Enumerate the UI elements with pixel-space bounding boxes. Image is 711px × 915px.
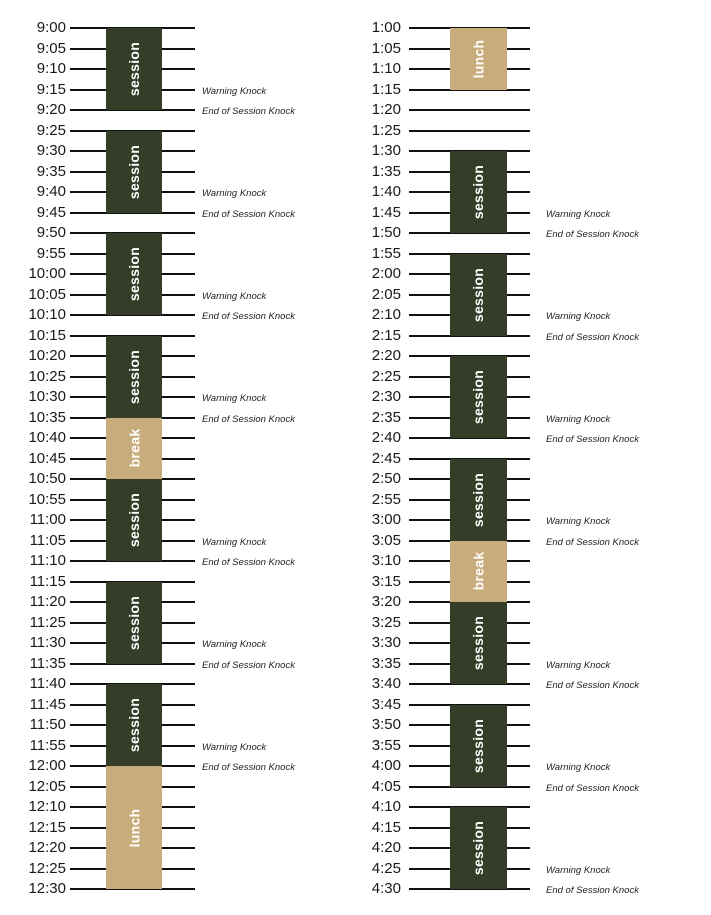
time-label: 2:55 <box>371 490 401 508</box>
warning-knock-note: Warning Knock <box>202 393 267 404</box>
time-label: 2:15 <box>371 326 401 344</box>
time-label: 1:45 <box>371 203 401 221</box>
schedule-column-right <box>355 0 711 915</box>
time-label: 3:45 <box>371 695 401 713</box>
session-label: session <box>126 246 142 302</box>
time-label: 2:05 <box>371 285 401 303</box>
time-label: 11:20 <box>29 593 66 610</box>
time-label: 10:00 <box>28 265 66 282</box>
schedule-column-left <box>0 0 355 915</box>
time-label: 9:35 <box>36 162 66 180</box>
time-label: 12:10 <box>28 798 66 815</box>
time-label: 9:05 <box>36 39 66 57</box>
time-label: 9:25 <box>36 121 66 139</box>
time-label: 1:25 <box>371 121 401 139</box>
time-label: 11:35 <box>29 654 66 672</box>
time-label: 3:10 <box>371 552 401 569</box>
time-label: 11:30 <box>29 634 66 651</box>
time-label: 11:15 <box>29 572 66 590</box>
time-label: 4:20 <box>371 839 401 856</box>
time-label: 11:40 <box>29 675 66 692</box>
warning-knock-note: Warning Knock <box>546 659 611 671</box>
time-label: 1:00 <box>371 19 401 36</box>
session-label: session <box>126 492 142 548</box>
warning-knock-note: Warning Knock <box>546 413 611 425</box>
break-block <box>450 541 507 603</box>
warning-knock-note: Warning Knock <box>202 741 267 753</box>
session-label: session <box>470 369 487 425</box>
session-block <box>450 705 507 787</box>
time-label: 2:25 <box>371 367 401 385</box>
session-block <box>106 582 162 664</box>
end-of-session-knock-note: End of Session Knock <box>546 680 639 691</box>
time-label: 2:50 <box>371 470 401 487</box>
time-label: 12:15 <box>28 818 66 836</box>
time-label: 2:20 <box>371 347 401 364</box>
session-block <box>106 479 162 561</box>
time-label: 9:20 <box>36 101 66 118</box>
time-label: 10:15 <box>28 326 66 344</box>
time-label: 9:30 <box>36 142 66 159</box>
session-label: session <box>470 718 487 773</box>
time-label: 2:00 <box>371 265 401 282</box>
time-label: 12:00 <box>28 757 66 774</box>
lunch-block <box>450 28 507 90</box>
time-label: 3:20 <box>371 593 401 610</box>
time-label: 9:10 <box>36 60 66 77</box>
time-label: 11:55 <box>29 736 66 754</box>
end-of-session-knock-note: End of Session Knock <box>202 762 295 773</box>
session-block <box>106 28 162 110</box>
session-label: session <box>126 595 142 650</box>
warning-knock-note: Warning Knock <box>202 639 267 650</box>
time-label: 9:45 <box>36 203 66 221</box>
warning-knock-note: Warning Knock <box>546 516 611 527</box>
time-label: 2:10 <box>371 306 401 323</box>
time-label: 10:45 <box>28 449 66 467</box>
time-label: 1:35 <box>371 162 401 180</box>
end-of-session-knock-note: End of Session Knock <box>546 434 639 445</box>
time-label: 9:15 <box>36 80 66 98</box>
session-block <box>450 602 507 684</box>
time-label: 2:45 <box>371 449 401 467</box>
session-block <box>450 356 507 438</box>
time-label: 2:35 <box>371 408 401 426</box>
time-label: 4:25 <box>371 859 401 877</box>
session-label: session <box>126 41 142 97</box>
time-label: 11:10 <box>29 552 66 569</box>
time-label: 2:40 <box>371 429 401 446</box>
time-label: 1:05 <box>371 39 401 57</box>
time-label: 4:15 <box>371 818 401 836</box>
warning-knock-note: Warning Knock <box>202 188 267 199</box>
end-of-session-knock-note: End of Session Knock <box>202 557 295 568</box>
session-block <box>106 684 162 766</box>
time-label: 11:45 <box>29 695 66 713</box>
end-of-session-knock-note: End of Session Knock <box>546 782 639 794</box>
time-label: 4:05 <box>371 777 401 795</box>
end-of-session-knock-note: End of Session Knock <box>202 311 295 322</box>
warning-knock-note: Warning Knock <box>202 85 267 97</box>
time-label: 11:00 <box>29 511 66 528</box>
lunch-label: lunch <box>470 39 487 79</box>
session-label: session <box>126 144 142 199</box>
lunch-block <box>106 766 162 889</box>
time-label: 11:25 <box>29 613 66 631</box>
session-block <box>450 151 507 233</box>
time-label: 10:10 <box>28 306 66 323</box>
session-block <box>106 336 162 418</box>
time-label: 11:50 <box>29 716 66 733</box>
time-label: 12:25 <box>28 859 66 877</box>
warning-knock-note: Warning Knock <box>202 290 267 302</box>
time-label: 10:30 <box>28 388 66 405</box>
session-label: session <box>470 472 487 527</box>
session-label: session <box>470 164 487 220</box>
time-label: 1:15 <box>371 80 401 98</box>
time-label: 12:30 <box>28 880 66 897</box>
time-label: 1:30 <box>371 142 401 159</box>
time-label: 10:25 <box>28 367 66 385</box>
warning-knock-note: Warning Knock <box>546 864 611 876</box>
end-of-session-knock-note: End of Session Knock <box>202 659 295 671</box>
time-label: 12:05 <box>28 777 66 795</box>
session-label: session <box>126 697 142 753</box>
warning-knock-note: Warning Knock <box>202 536 267 548</box>
time-gridline <box>409 109 530 111</box>
time-label: 4:00 <box>371 757 401 774</box>
warning-knock-note: Warning Knock <box>546 762 611 773</box>
session-block <box>450 254 507 336</box>
time-label: 3:00 <box>371 511 401 528</box>
time-label: 10:50 <box>28 470 66 487</box>
end-of-session-knock-note: End of Session Knock <box>202 106 295 117</box>
end-of-session-knock-note: End of Session Knock <box>546 536 639 548</box>
time-label: 3:55 <box>371 736 401 754</box>
time-label: 10:05 <box>28 285 66 303</box>
time-label: 9:55 <box>36 244 66 262</box>
lunch-label: lunch <box>126 808 142 847</box>
time-label: 4:30 <box>371 880 401 897</box>
warning-knock-note: Warning Knock <box>546 208 611 220</box>
break-label: break <box>470 551 487 591</box>
session-label: session <box>470 615 487 671</box>
time-label: 3:50 <box>371 716 401 733</box>
break-block <box>106 418 162 480</box>
time-label: 12:20 <box>28 839 66 856</box>
session-block <box>106 233 162 315</box>
end-of-session-knock-note: End of Session Knock <box>546 885 639 896</box>
end-of-session-knock-note: End of Session Knock <box>546 331 639 343</box>
session-block <box>450 459 507 541</box>
time-label: 9:40 <box>36 183 66 200</box>
time-gridline <box>409 130 530 132</box>
time-label: 1:10 <box>371 60 401 77</box>
end-of-session-knock-note: End of Session Knock <box>202 413 295 425</box>
time-label: 1:40 <box>371 183 401 200</box>
time-label: 3:05 <box>371 531 401 549</box>
time-label: 3:30 <box>371 634 401 651</box>
time-label: 1:55 <box>371 244 401 262</box>
session-label: session <box>126 349 142 404</box>
time-label: 10:55 <box>28 490 66 508</box>
time-label: 9:50 <box>36 224 66 241</box>
time-label: 3:35 <box>371 654 401 672</box>
session-block <box>450 807 507 889</box>
time-label: 11:05 <box>29 531 66 549</box>
time-label: 10:20 <box>28 347 66 364</box>
time-label: 1:50 <box>371 224 401 241</box>
warning-knock-note: Warning Knock <box>546 311 611 322</box>
end-of-session-knock-note: End of Session Knock <box>202 208 295 220</box>
end-of-session-knock-note: End of Session Knock <box>546 229 639 240</box>
time-label: 9:00 <box>36 19 66 36</box>
time-label: 10:35 <box>28 408 66 426</box>
break-label: break <box>125 428 142 468</box>
time-label: 4:10 <box>371 798 401 815</box>
session-label: session <box>470 820 487 876</box>
session-block <box>106 131 162 213</box>
time-label: 3:15 <box>371 572 401 590</box>
time-label: 3:25 <box>371 613 401 631</box>
time-label: 2:30 <box>371 388 401 405</box>
time-label: 10:40 <box>28 429 66 446</box>
session-label: session <box>470 267 487 322</box>
time-label: 1:20 <box>371 101 401 118</box>
time-label: 3:40 <box>371 675 401 692</box>
